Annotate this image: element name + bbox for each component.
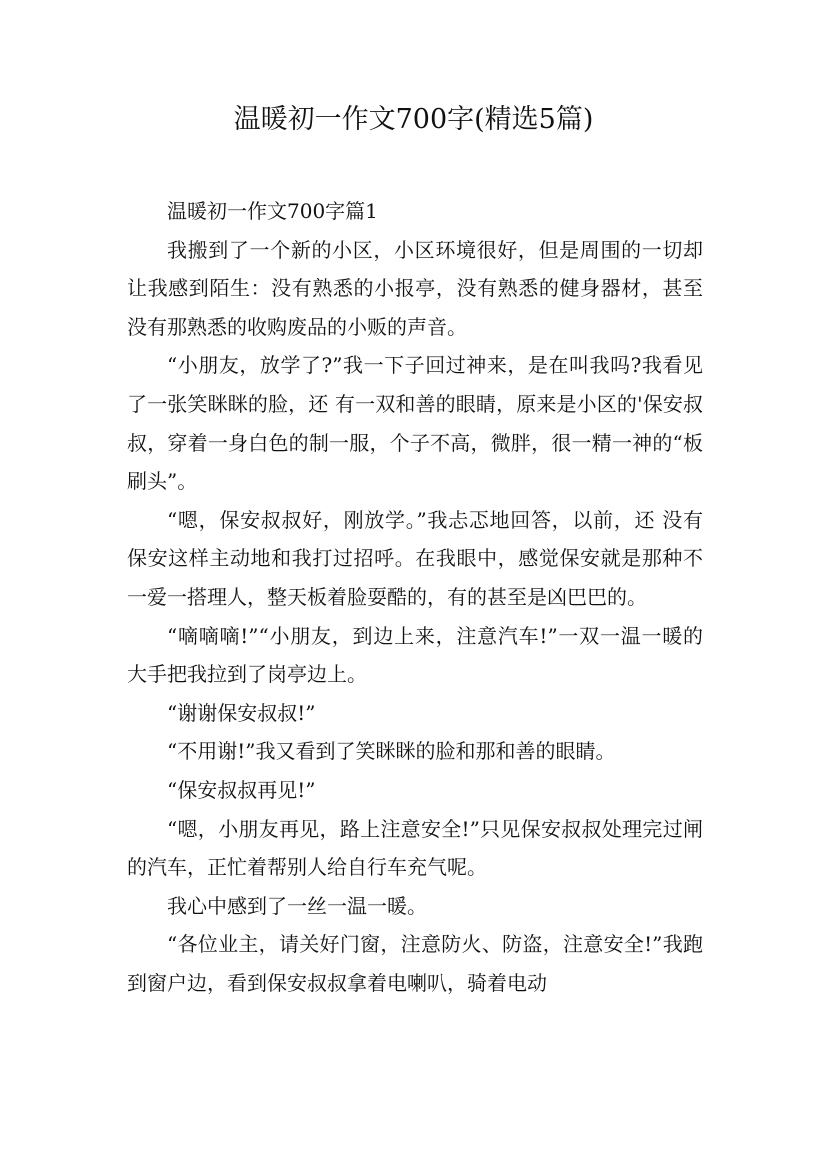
paragraph: “各位业主，请关好门窗，注意防火、防盗，注意安全!”我跑到窗户边，看到保安叔叔拿着电喇叭，骑着电动 [127,932,703,995]
paragraph: “谢谢保安叔叔!” [167,700,316,725]
paragraph: “不用谢!”我又看到了笑眯眯的脸和那和善的眼睛。 [167,739,616,764]
section-heading: 温暖初一作文700字篇1 [167,199,378,223]
paragraph: 我搬到了一个新的小区，小区环境很好，但是周围的一切却让我感到陌生：没有熟悉的小报亭，没有熟悉的健身器材，甚至没有那熟悉的收购废品的小贩的声音。 [127,237,703,339]
paragraph: “嗯，保安叔叔好，刚放学。”我忐忑地回答，以前，还 没有保安这样主动地和我打过招呼。在我眼中，感觉保安就是那种不一爱一搭理人，整天板着脸耍酷的，有的甚至是凶巴巴的。 [127,507,703,609]
document-body [127,192,703,1002]
paragraph: “保安叔叔再见!” [167,777,316,802]
document-title: 温暖初一作文700字(精选5篇) [233,104,594,135]
paragraph: “小朋友，放学了?”我一下子回过神来，是在叫我吗?我看见了一张笑眯眯的脸，还 有一双和善的眼睛，原来是小区的'保安叔叔，穿着一身白色的制一服，个子不高，微胖，很一精一神的“板刷头”。 [127,353,703,494]
paragraph: “嗯，小朋友再见，路上注意安全!”只见保安叔叔处理完过闸的汽车，正忙着帮别人给自行车充气呢。 [127,816,703,880]
paragraph: “嘀嘀嘀!”“小朋友，到边上来，注意汽车!”一双一温一暖的大手把我拉到了岗亭边上。 [127,623,703,687]
paragraph: 我心中感到了一丝一温一暖。 [167,893,427,918]
